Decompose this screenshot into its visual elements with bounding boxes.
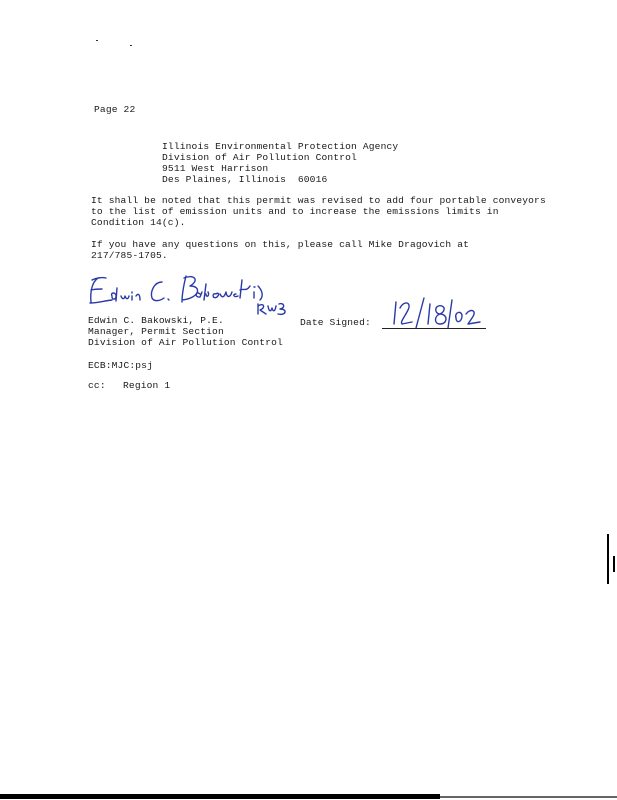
reference-initials: ECB:MJC:psj xyxy=(88,360,153,371)
cc-label: cc: xyxy=(88,380,106,391)
scan-speck xyxy=(130,45,132,46)
body-line: Condition 14(c). xyxy=(91,217,186,228)
date-signed-underline xyxy=(382,328,486,329)
scan-edge-mark xyxy=(613,556,615,572)
addressee-line: Division of Air Pollution Control xyxy=(162,152,357,163)
handwritten-date xyxy=(388,296,498,332)
body-line: If you have any questions on this, please call Mike Dragovich at xyxy=(91,239,470,250)
scan-bottom-edge xyxy=(440,796,617,798)
addressee-line: Des Plaines, Illinois 60016 xyxy=(162,174,328,185)
body-line: to the list of emission units and to increase the emissions limits in xyxy=(91,206,499,217)
addressee-line: 9511 West Harrison xyxy=(162,163,269,174)
addressee-line: Illinois Environmental Protection Agency xyxy=(162,141,399,152)
scan-speck xyxy=(96,40,98,41)
cc-value: Region 1 xyxy=(123,380,171,391)
scan-bottom-edge xyxy=(0,794,440,799)
signatory-title: Manager, Permit Section xyxy=(88,326,224,337)
page-label: Page 22 xyxy=(94,104,136,115)
body-line: 217/785-1705. xyxy=(91,250,168,261)
scan-edge-mark xyxy=(607,534,609,584)
body-line: It shall be noted that this permit was revised to add four portable conveyors xyxy=(91,195,546,206)
date-signed-label: Date Signed: xyxy=(300,317,371,328)
signatory-name: Edwin C. Bakowski, P.E. xyxy=(88,315,224,326)
signatory-division: Division of Air Pollution Control xyxy=(88,337,283,348)
